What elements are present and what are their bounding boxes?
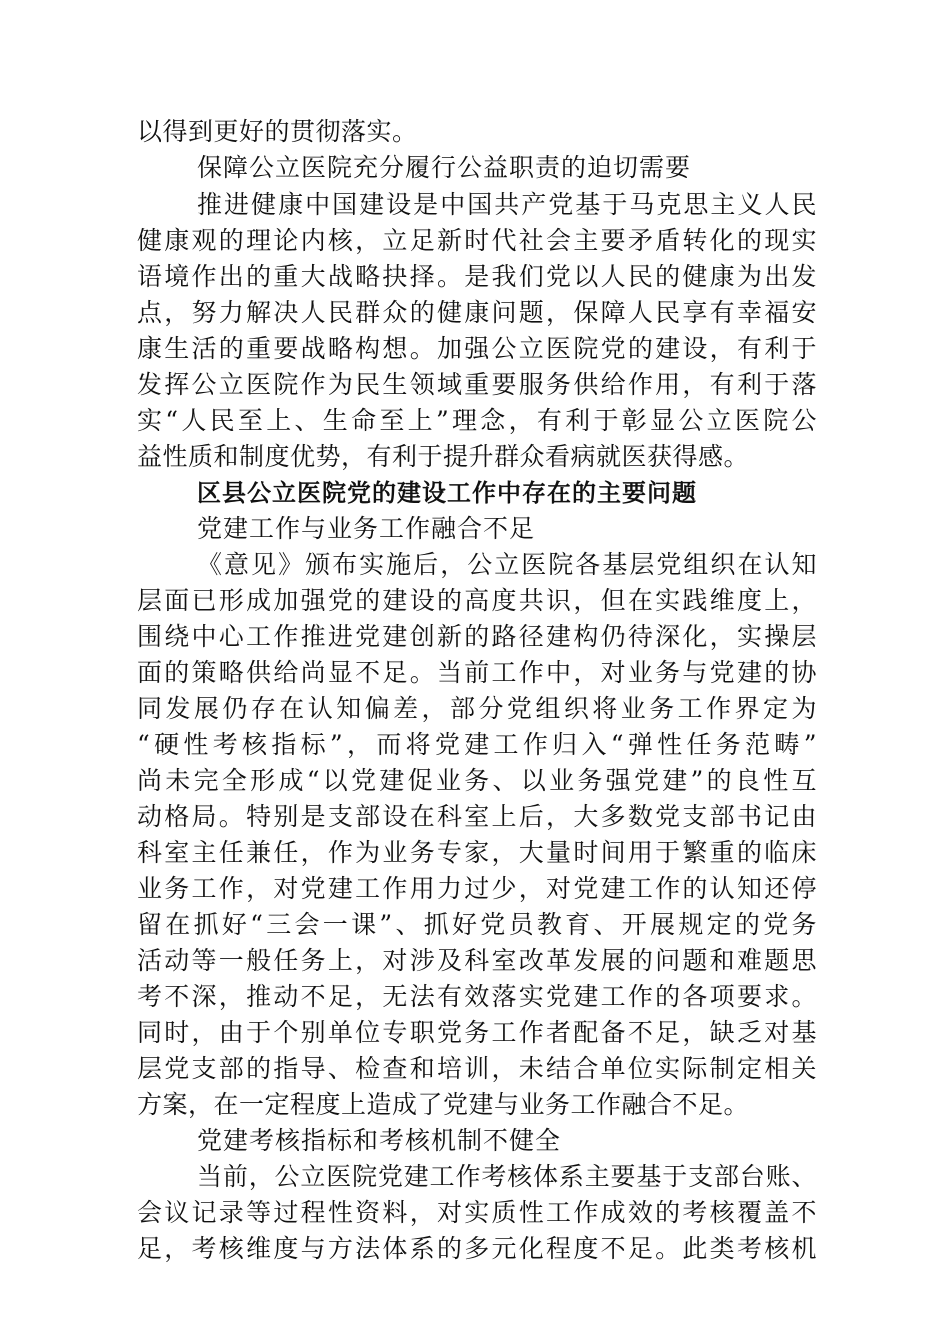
paragraph-line: 层面已形成加强党的建设的高度共识，但在实践维度上，	[137, 586, 817, 615]
paragraph-line: 同发展仍存在认知偏差，部分党组织将业务工作界定为	[137, 694, 817, 723]
paragraph-line: 面的策略供给尚显不足。当前工作中，对业务与党建的协	[137, 658, 817, 687]
paragraph-line: 当前，公立医院党建工作考核体系主要基于支部台账、	[197, 1162, 817, 1191]
paragraph-line: 尚未完全形成“以党建促业务、以业务强党建”的良性互	[137, 766, 817, 795]
paragraph-line: 科室主任兼任，作为业务专家，大量时间用于繁重的临床	[137, 838, 817, 867]
paragraph-line: 动格局。特别是支部设在科室上后，大多数党支部书记由	[137, 802, 817, 831]
intro-tail-line: 以得到更好的贯彻落实。	[137, 117, 418, 146]
paragraph-line: 活动等一般任务上，对涉及科室改革发展的问题和难题思	[137, 946, 817, 975]
paragraph-line: 康生活的重要战略构想。加强公立医院党的建设，有利于	[137, 334, 817, 363]
section-heading-assessment: 党建考核指标和考核机制不健全	[197, 1126, 562, 1155]
paragraph-line: 同时，由于个别单位专职党务工作者配备不足，缺乏对基	[137, 1018, 817, 1047]
paragraph-line: 语境作出的重大战略抉择。是我们党以人民的健康为出发	[137, 262, 817, 291]
paragraph-line: 点，努力解决人民群众的健康问题，保障人民享有幸福安	[137, 298, 817, 327]
section-heading-public-welfare: 保障公立医院充分履行公益职责的迫切需要	[197, 153, 692, 182]
paragraph-line: 会议记录等过程性资料，对实质性工作成效的考核覆盖不	[137, 1198, 817, 1227]
paragraph-line: 考不深，推动不足，无法有效落实党建工作的各项要求。	[137, 982, 817, 1011]
paragraph-line: 实“人民至上、生命至上”理念，有利于彰显公立医院公	[137, 406, 817, 435]
paragraph-line: 《意见》颁布实施后，公立医院各基层党组织在认知	[197, 550, 817, 579]
paragraph-line: 足，考核维度与方法体系的多元化程度不足。此类考核机	[137, 1234, 817, 1263]
paragraph-line: 推进健康中国建设是中国共产党基于马克思主义人民	[197, 190, 817, 219]
paragraph-line: 层党支部的指导、检查和培训，未结合单位实际制定相关	[137, 1054, 817, 1083]
paragraph-line: 方案，在一定程度上造成了党建与业务工作融合不足。	[137, 1090, 750, 1119]
section-heading-main-problems: 区县公立医院党的建设工作中存在的主要问题	[197, 479, 697, 507]
paragraph-line: 留在抓好“三会一课”、抓好党员教育、开展规定的党务	[137, 910, 817, 939]
paragraph-line: 益性质和制度优势，有利于提升群众看病就医获得感。	[137, 442, 750, 471]
paragraph-line: 围绕中心工作推进党建创新的路径建构仍待深化，实操层	[137, 622, 817, 651]
section-heading-integration: 党建工作与业务工作融合不足	[197, 514, 536, 543]
paragraph-line: 业务工作，对党建工作用力过少，对党建工作的认知还停	[137, 874, 817, 903]
paragraph-line: 健康观的理论内核，立足新时代社会主要矛盾转化的现实	[137, 226, 817, 255]
paragraph-line: 发挥公立医院作为民生领域重要服务供给作用，有利于落	[137, 370, 817, 399]
paragraph-line: “硬性考核指标”，而将党建工作归入“弹性任务范畴”	[137, 730, 817, 759]
